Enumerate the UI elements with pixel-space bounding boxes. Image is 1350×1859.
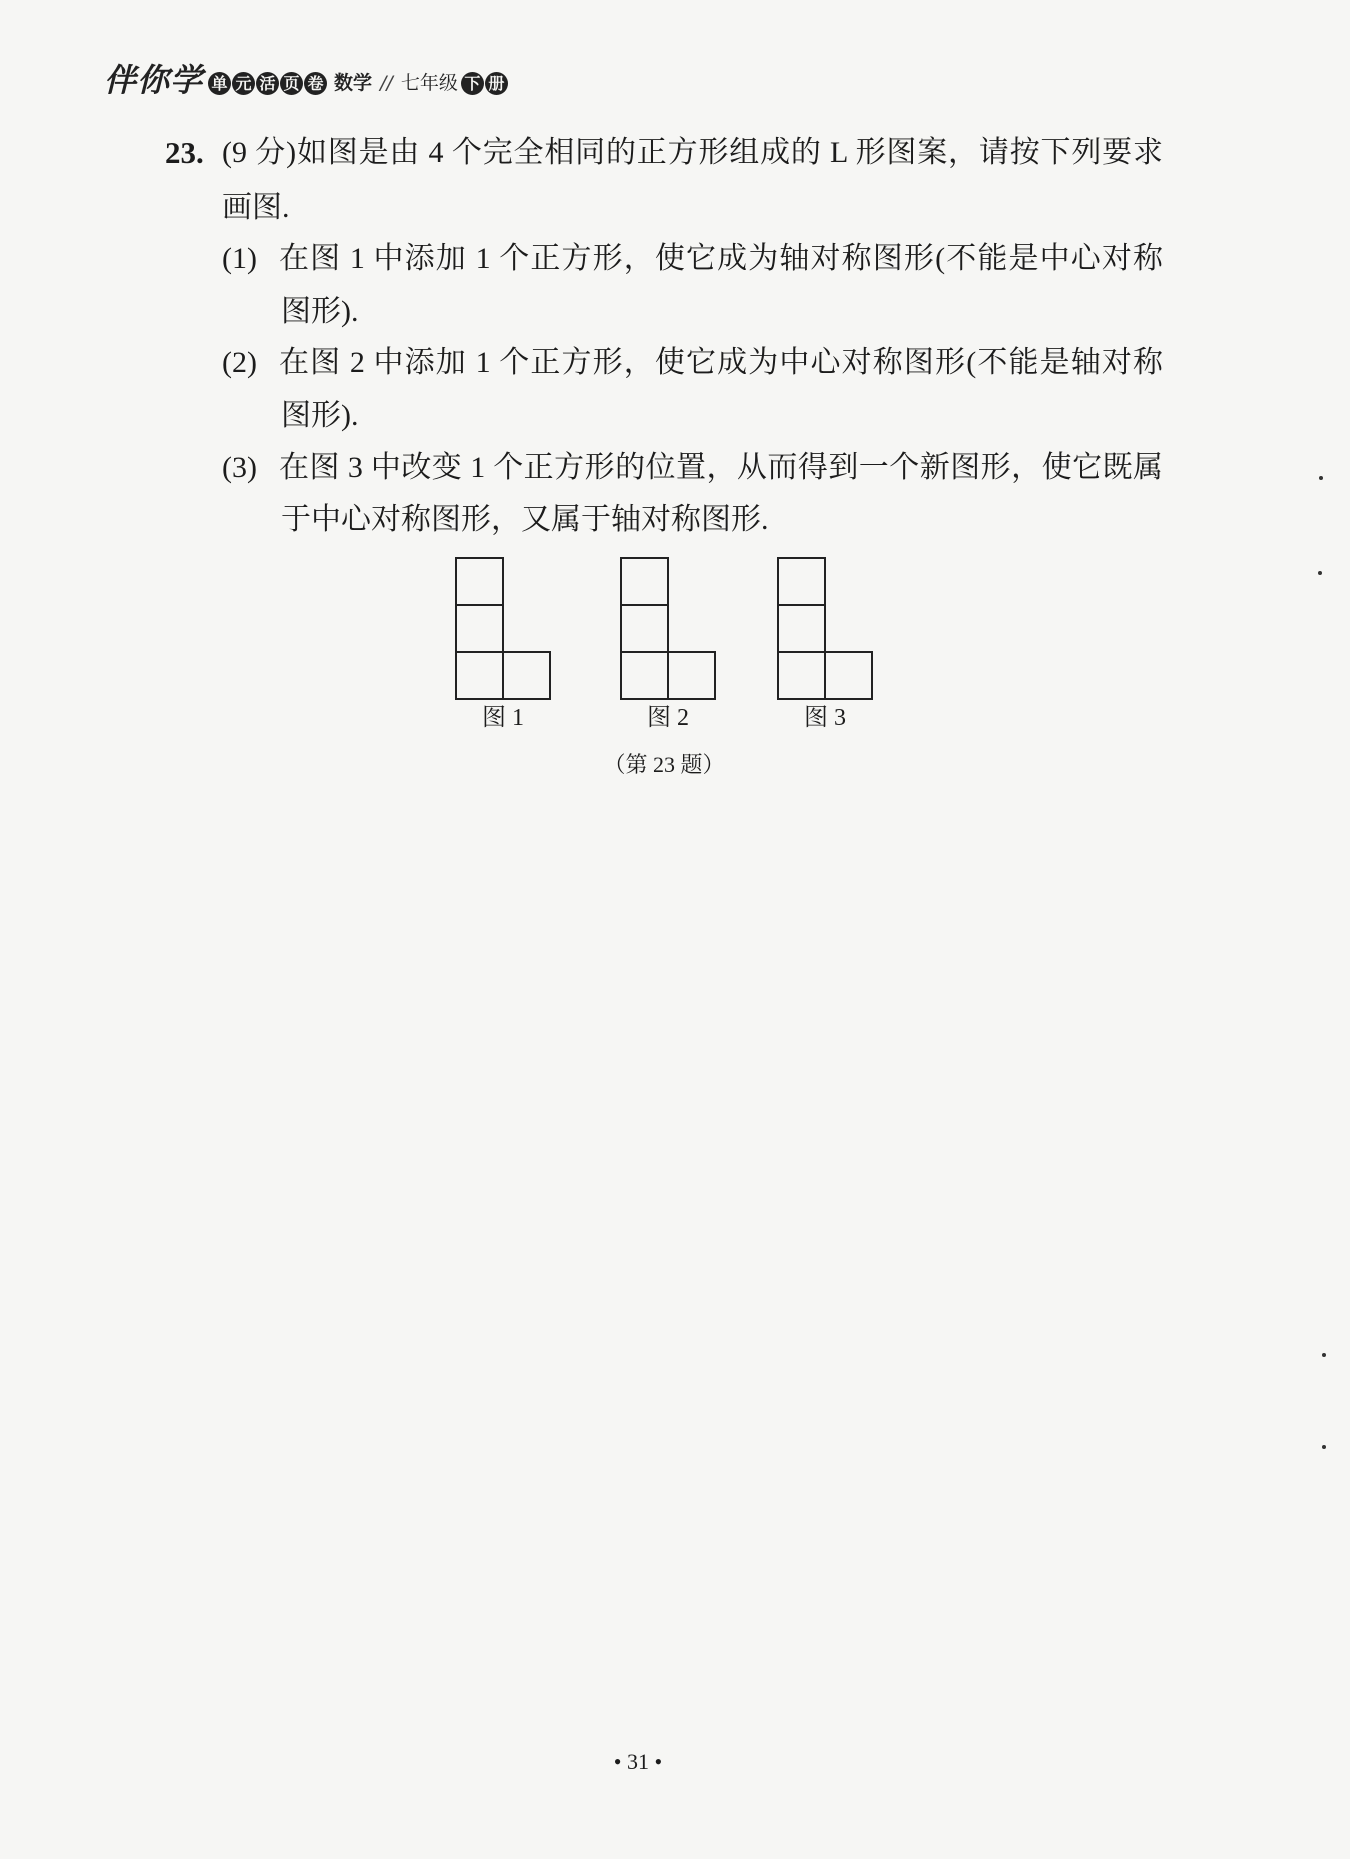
series-badge: 页 xyxy=(280,72,303,95)
part-line: 在图 1 中添加 1 个正方形，使它成为轴对称图形(不能是中心对称 xyxy=(279,242,1163,275)
part-label: (3) xyxy=(222,451,257,484)
header-separator: // xyxy=(380,72,393,94)
square xyxy=(824,651,873,700)
part-line: 图形). xyxy=(281,399,359,432)
figure-caption: 图 2 xyxy=(647,705,689,731)
part-line: 图形). xyxy=(281,295,359,328)
square xyxy=(620,604,669,653)
square xyxy=(455,604,504,653)
part-label: (1) xyxy=(222,242,257,275)
figure-caption: 图 3 xyxy=(804,705,846,731)
figure-caption: 图 1 xyxy=(482,705,524,731)
square xyxy=(777,604,826,653)
scan-speck xyxy=(1322,1353,1326,1357)
part-line: 在图 2 中添加 1 个正方形，使它成为中心对称图形(不能是轴对称 xyxy=(279,346,1163,379)
scan-speck xyxy=(1319,476,1323,480)
question-stem-line: 画图. xyxy=(222,191,290,224)
series-badge: 活 xyxy=(256,72,279,95)
scan-speck xyxy=(1318,571,1322,575)
figure-2-l-shape xyxy=(620,557,716,747)
series-badge: 单 xyxy=(208,72,231,95)
series-badge: 卷 xyxy=(304,72,327,95)
header-series xyxy=(208,70,509,96)
scan-speck xyxy=(1322,1445,1326,1449)
question-stem-line: (9 分)如图是由 4 个完全相同的正方形组成的 L 形图案，请按下列要求 xyxy=(222,136,1163,169)
square xyxy=(455,651,504,700)
term-badge: 下 xyxy=(461,72,484,95)
square xyxy=(455,557,504,606)
square xyxy=(502,651,551,700)
square xyxy=(620,651,669,700)
question-number: 23. xyxy=(165,135,204,170)
square xyxy=(777,651,826,700)
subject-label: 数学 xyxy=(334,72,373,94)
term-badge: 册 xyxy=(485,72,508,95)
figure-3-l-shape xyxy=(777,557,873,747)
square xyxy=(667,651,716,700)
page-number: • 31 • xyxy=(613,1749,663,1774)
square xyxy=(620,557,669,606)
part-line: 于中心对称图形，又属于轴对称图形. xyxy=(281,503,769,536)
series-badge: 元 xyxy=(232,72,255,95)
square xyxy=(777,557,826,606)
brand-title: 伴你学 xyxy=(104,62,204,98)
part-label: (2) xyxy=(222,346,257,379)
grade-label: 七年级 xyxy=(400,72,458,94)
part-line: 在图 3 中改变 1 个正方形的位置，从而得到一个新图形，使它既属 xyxy=(279,451,1163,484)
figure-group-caption: （第 23 题） xyxy=(603,752,725,777)
figure-1-l-shape xyxy=(455,557,551,747)
